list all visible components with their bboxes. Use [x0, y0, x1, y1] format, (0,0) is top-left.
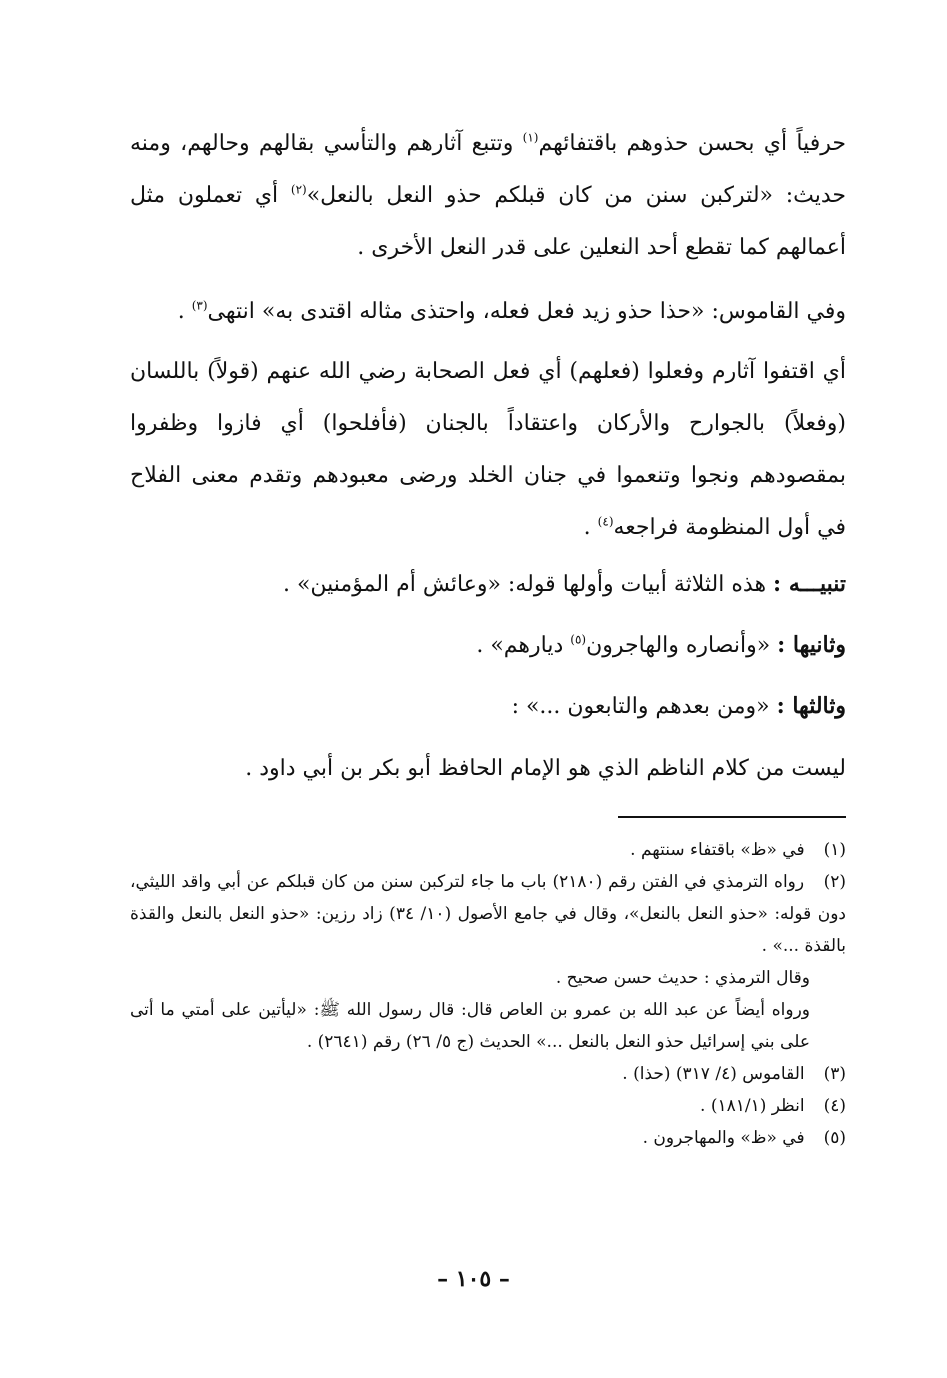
note-third [130, 676, 846, 737]
note-second-text-b: ديارهم» . [476, 633, 571, 658]
footnote-1 [130, 834, 846, 866]
footnote-divider [618, 816, 846, 818]
note-second-text-a: «وأنصاره والهاجرون [586, 633, 771, 658]
footnote-4-number: (٤) [823, 1096, 846, 1116]
footnotes [130, 834, 846, 1154]
paragraph-1 [130, 118, 846, 274]
paragraph-2 [130, 286, 846, 338]
footnote-1-number: (١) [823, 840, 846, 860]
paragraph-1-text-b: وتتبع آثارهم والتأسي بقالهم وحالهم، ومنه حديث: «لتركبن سنن من كان قبلكم حذو النعل بالنعل» [130, 131, 846, 208]
closing-line: ليست من كلام الناظم الذي هو الإمام الحافظ أبو بكر بن أبي داود . [245, 756, 846, 781]
footnote-2-continuation-1: وقال الترمذي : حديث حسن صحيح . [555, 968, 810, 988]
note-tanbih-label: تنبيـــه : [773, 571, 846, 597]
paragraph-3-end: . [583, 515, 598, 540]
footnote-5 [130, 1122, 846, 1154]
page-number: – ١٠٥ – [437, 1266, 510, 1292]
paragraph-2-end: . [177, 299, 192, 324]
main-text [130, 118, 846, 799]
footnote-2-continuation-2: ورواه أيضاً عن عبد الله بن عمرو بن العاص قال: قال رسول الله ﷺ: «ليأتين على أمتي ما أتى على بني إسرائيل حذو النعل بالنعل ...» الحديث (ج ٥/ ٢٦) رقم (٢٦٤١) . [130, 1000, 810, 1052]
footnote-ref-3: (٣) [191, 298, 208, 313]
footnote-4-text: انظر (١٨١/١) . [700, 1096, 805, 1116]
footnote-5-number: (٥) [823, 1128, 846, 1148]
footnote-3 [130, 1058, 846, 1090]
paragraph-2-text: وفي القاموس: «حذا حذو زيد فعل فعله، واحتذى مثاله اقتدى به» انتهى [207, 299, 846, 324]
note-third-label: وثالثها : [776, 693, 846, 719]
footnote-2-number: (٢) [823, 872, 847, 892]
paragraph-3 [130, 346, 846, 554]
footnote-ref-2: (٢) [290, 182, 307, 197]
note-second [130, 615, 846, 676]
footnote-ref-4: (٤) [597, 514, 614, 529]
footnote-5-text: في «ظ» والمهاجرون . [642, 1128, 805, 1148]
note-tanbih-text: هذه الثلاثة أبيات وأولها قوله: «وعائش أم المؤمنين» . [282, 572, 767, 597]
footnote-2-text: رواه الترمذي في الفتن رقم (٢١٨٠) باب ما جاء لتركبن سنن من كان قبلكم عن أبي واقد الليثي، دون قوله: «حذو النعل بالنعل»، وقال في جامع الأصول (١٠/ ٣٤) زاد رزين: «حذو النعل بالنعل والقذة بالقذة ...» . [130, 872, 847, 956]
footnote-3-number: (٣) [823, 1064, 846, 1084]
note-third-text: «ومن بعدهم والتابعون ...» : [511, 694, 770, 719]
footnote-1-text: في «ظ» باقتفاء سنتهم . [630, 840, 805, 860]
paragraph-3-text: أي اقتفوا آثارم وفعلوا (فعلهم) أي فعل الصحابة رضي الله عنهم (قولاً) باللسان (وفعلاً) بالجوارح والأركان واعتقاداً بالجنان (فأفلحوا) أي فازوا وظفروا بمقصودهم ونجوا وتنعموا في جنان الخلد ورضى معبودهم وتقدم معنى الفلاح في أول المنظومة فراجعه [130, 359, 846, 540]
note-second-label: وثانيها : [777, 632, 846, 658]
footnote-3-text: القاموس (٤/ ٣١٧) (حذا) . [622, 1064, 805, 1084]
footnote-2 [130, 866, 846, 962]
note-tanbih [130, 554, 846, 615]
paragraph-1-text-c: أي تعملون مثل أعمالهم كما تقطع أحد النعلين على قدر النعل الأخرى . [130, 183, 846, 260]
paragraph-1-text-a: حرفياً أي بحسن حذوهم باقتفائهم [538, 131, 846, 156]
footnote-ref-1: (١) [522, 130, 539, 145]
footnote-4 [130, 1090, 846, 1122]
footnote-ref-5: (٥) [570, 632, 587, 647]
